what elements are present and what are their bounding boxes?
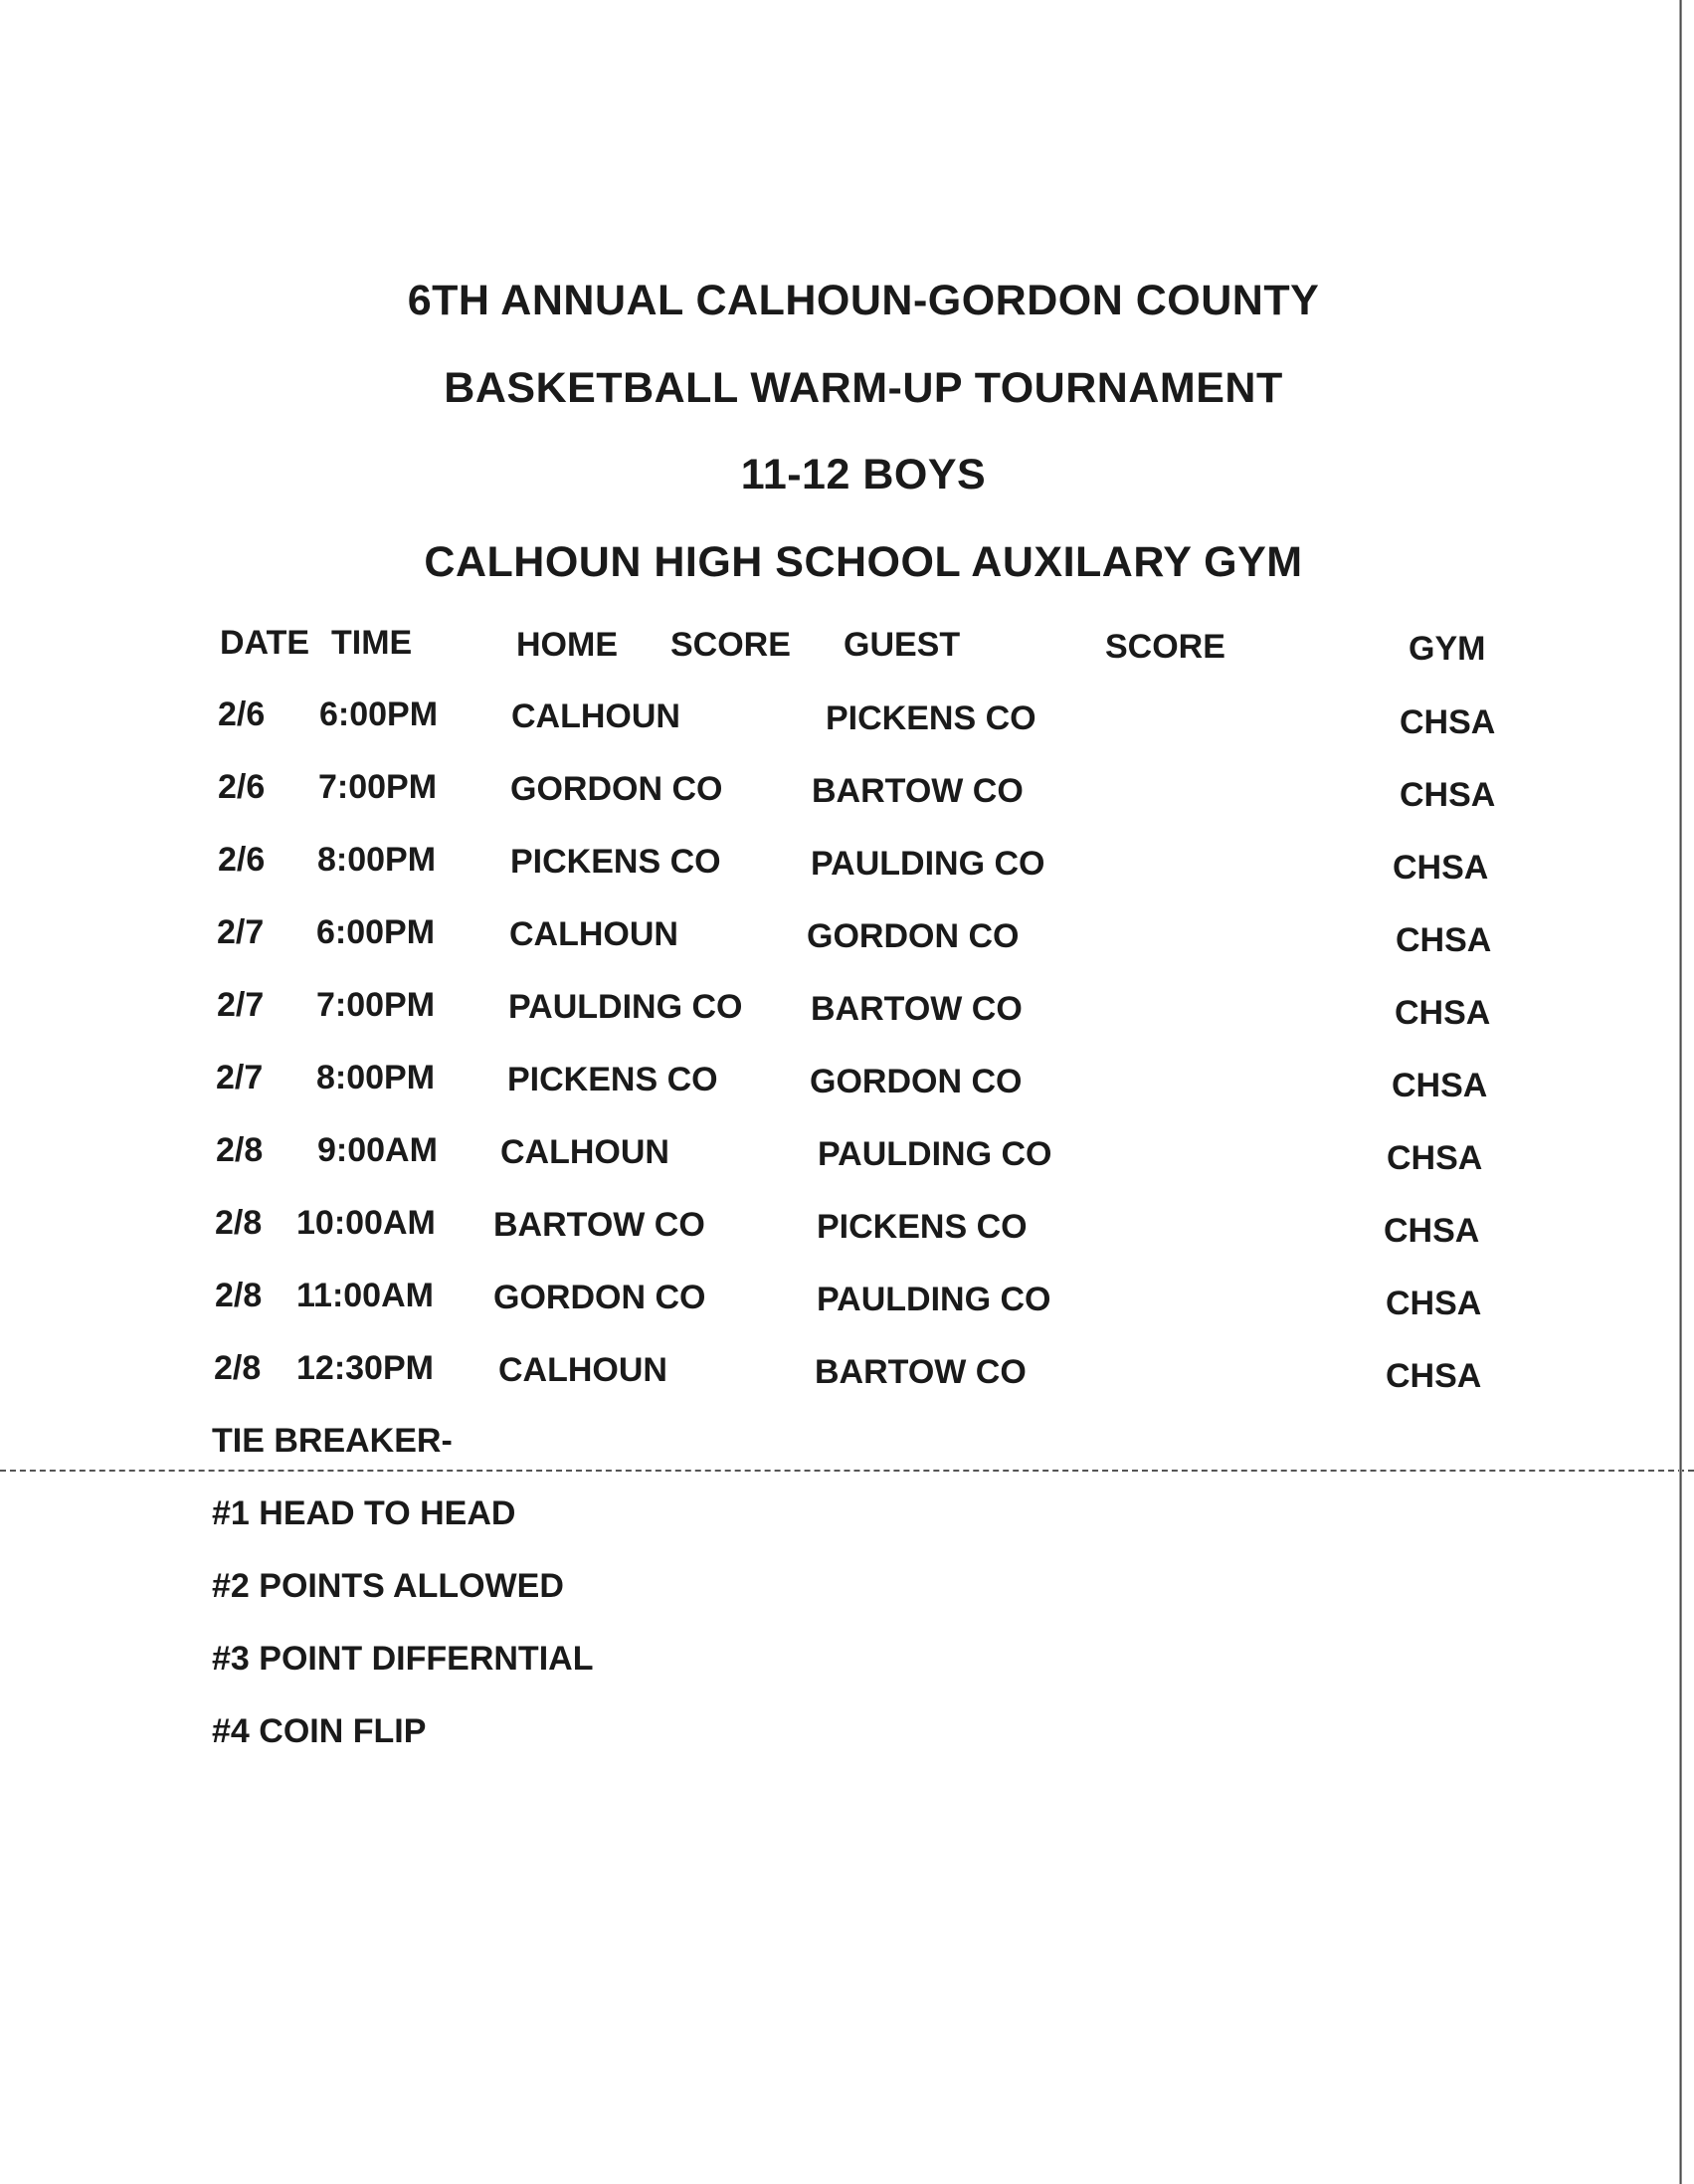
game-guest: BARTOW CO [812, 772, 1024, 810]
game-home: CALHOUN [509, 915, 678, 953]
game-time: 8:00PM [317, 841, 437, 879]
game-guest: BARTOW CO [815, 1353, 1027, 1391]
tie-breaker-item: #4 COIN FLIP [212, 1712, 427, 1750]
game-home: GORDON CO [510, 770, 723, 808]
title-line-1: 6TH ANNUAL CALHOUN-GORDON COUNTY [407, 277, 1320, 324]
game-gym: CHSA [1392, 1067, 1488, 1104]
header-gym: GYM [1409, 630, 1486, 668]
game-date: 2/7 [216, 1059, 264, 1096]
game-home: CALHOUN [511, 697, 680, 735]
game-gym: CHSA [1387, 1139, 1483, 1177]
game-date: 2/8 [215, 1277, 263, 1314]
game-gym: CHSA [1386, 1357, 1482, 1395]
game-gym: CHSA [1393, 849, 1489, 887]
tie-breaker-heading: TIE BREAKER- [212, 1422, 453, 1460]
game-gym: CHSA [1400, 703, 1496, 741]
game-guest: PAULDING CO [817, 1281, 1051, 1318]
game-date: 2/6 [218, 768, 266, 806]
game-guest: BARTOW CO [811, 990, 1023, 1028]
game-time: 8:00PM [316, 1059, 436, 1096]
game-home: BARTOW CO [493, 1206, 705, 1244]
game-date: 2/8 [214, 1349, 262, 1387]
header-date: DATE [220, 624, 310, 662]
game-gym: CHSA [1386, 1285, 1482, 1322]
game-home: PICKENS CO [507, 1061, 718, 1098]
tie-breaker-item: #1 HEAD TO HEAD [212, 1494, 516, 1532]
game-time: 11:00AM [296, 1277, 434, 1314]
scan-page-edge [1679, 0, 1682, 2184]
game-guest: GORDON CO [807, 917, 1020, 955]
game-date: 2/6 [218, 695, 266, 733]
game-guest: PICKENS CO [817, 1208, 1028, 1246]
title-line-3: 11-12 BOYS [740, 451, 987, 498]
tie-breaker-item: #3 POINT DIFFERNTIAL [212, 1640, 594, 1678]
header-home: HOME [516, 626, 618, 664]
game-date: 2/8 [216, 1131, 264, 1169]
game-gym: CHSA [1400, 776, 1496, 814]
game-date: 2/8 [215, 1204, 263, 1242]
game-time: 6:00PM [319, 695, 439, 733]
game-time: 10:00AM [296, 1204, 436, 1242]
game-date: 2/6 [218, 841, 266, 879]
game-home: PICKENS CO [510, 843, 721, 881]
game-home: GORDON CO [493, 1279, 706, 1316]
game-gym: CHSA [1396, 921, 1492, 959]
game-home: CALHOUN [500, 1133, 669, 1171]
game-home: PAULDING CO [508, 988, 743, 1026]
game-time: 12:30PM [296, 1349, 434, 1387]
game-guest: PAULDING CO [811, 845, 1045, 883]
header-home-score: SCORE [670, 626, 791, 664]
scan-fold-line [0, 1470, 1694, 1472]
game-date: 2/7 [217, 913, 265, 951]
title-line-2: BASKETBALL WARM-UP TOURNAMENT [444, 364, 1283, 412]
game-gym: CHSA [1395, 994, 1491, 1032]
game-time: 9:00AM [317, 1131, 438, 1169]
game-guest: GORDON CO [810, 1063, 1023, 1100]
header-guest: GUEST [844, 626, 961, 664]
game-home: CALHOUN [498, 1351, 667, 1389]
header-guest-score: SCORE [1105, 628, 1225, 666]
game-guest: PAULDING CO [818, 1135, 1052, 1173]
tie-breaker-item: #2 POINTS ALLOWED [212, 1567, 564, 1605]
game-time: 6:00PM [316, 913, 436, 951]
header-time: TIME [331, 624, 413, 662]
game-gym: CHSA [1384, 1212, 1480, 1250]
game-time: 7:00PM [318, 768, 438, 806]
title-line-4: CALHOUN HIGH SCHOOL AUXILARY GYM [424, 538, 1303, 586]
game-date: 2/7 [217, 986, 265, 1024]
game-guest: PICKENS CO [826, 699, 1036, 737]
game-time: 7:00PM [316, 986, 436, 1024]
